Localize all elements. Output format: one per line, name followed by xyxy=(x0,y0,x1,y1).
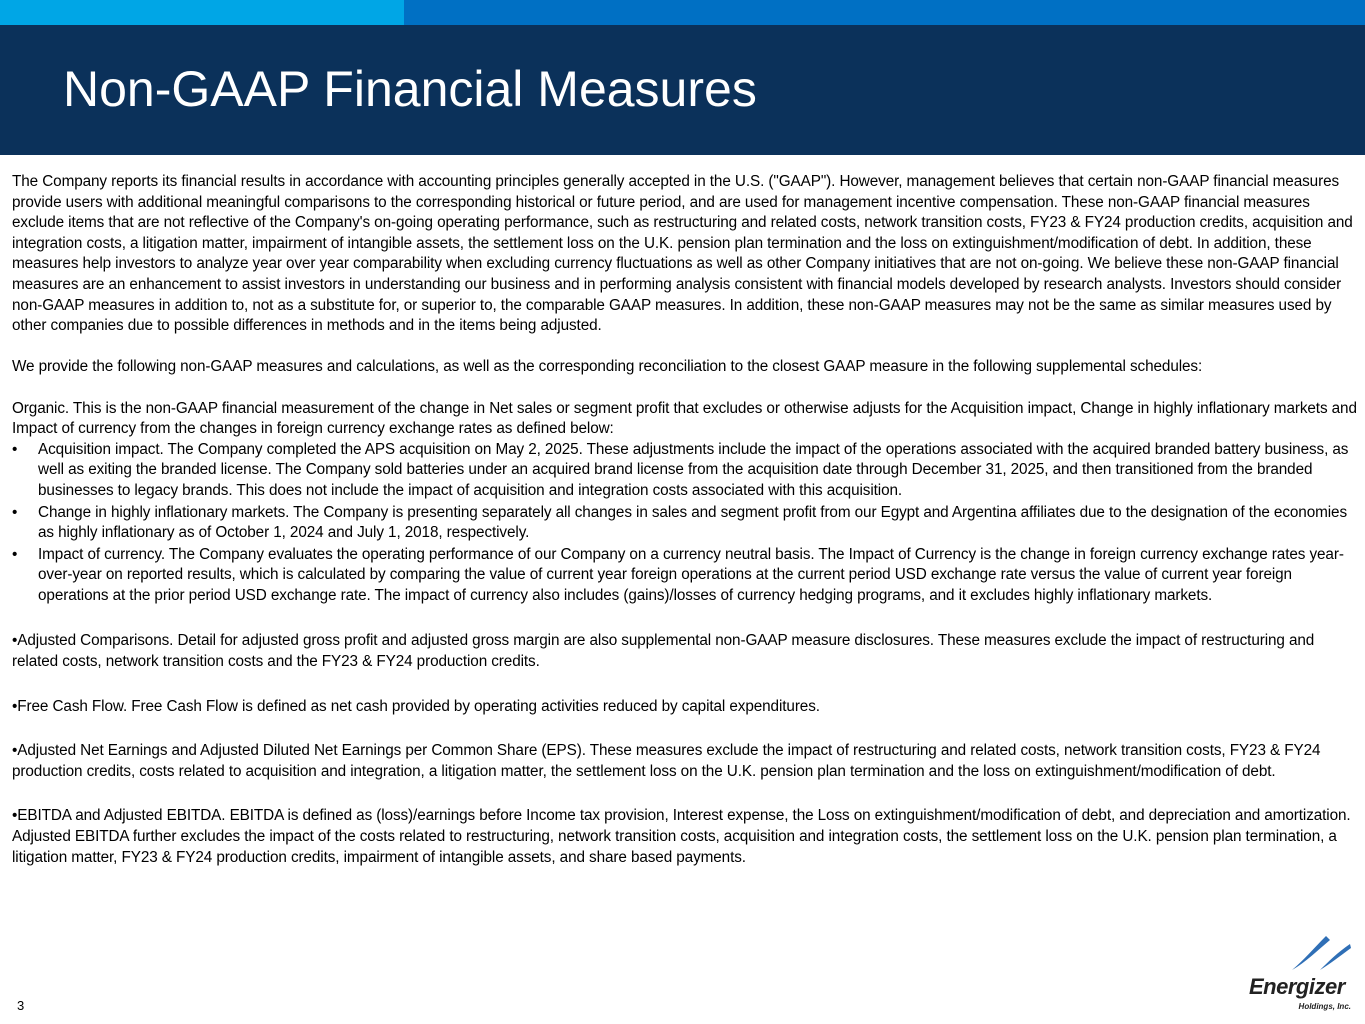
free-cash-flow-paragraph: •Free Cash Flow. Free Cash Flow is defined as net cash provided by operating activities reduced by capital expenditures. xyxy=(12,697,820,715)
provide-paragraph: We provide the following non-GAAP measures and calculations, as well as the corresponding reconciliation to the closest GAAP measure in the following supplemental schedules: xyxy=(12,358,1203,376)
list-item-text: Change in highly inflationary markets. The Company is presenting separately all changes in sales and segment profit from our Egypt and Argentina affiliates due to the designation of the economies as highly inflationary as of October 1, 2024 and July 1, 2018, respectively. xyxy=(38,503,1348,542)
organic-paragraph: Organic. This is the non-GAAP financial measurement of the change in Net sales or segment profit that excludes or otherwise adjusts for the Acquisition impact, Change in highly inflationary markets and Impact of currency from the changes in foreign currency exchange rates as defined below: xyxy=(12,399,1357,438)
logo-subtext: Holdings, Inc. xyxy=(1298,1002,1351,1011)
page-number: 3 xyxy=(17,998,25,1013)
list-item-text: Impact of currency. The Company evaluates the operating performance of our Company on a currency neutral basis. The Impact of Currency is the change in foreign currency exchange rates year-over-year on reported results, which is calculated by comparing the value of current year foreign operations at the current period USD exchange rate versus the value of current year foreign operations at the prior period USD exchange rate. The impact of currency also includes (gains)/losses of currency hedging programs, and it excludes highly inflationary markets. xyxy=(38,545,1344,604)
energizer-logo xyxy=(1245,930,1357,1016)
list-item-impact-of-currency xyxy=(12,545,1358,607)
top-accent-bar xyxy=(0,0,1365,25)
organic-bullet-list xyxy=(12,440,1358,607)
top-accent-bar-light xyxy=(0,0,404,25)
page-title: Non-GAAP Financial Measures xyxy=(63,61,757,117)
intro-paragraph: The Company reports its financial results in accordance with accounting principles generally accepted in the U.S. ("GAAP"). However, management believes that certain non-GAAP financial measures provide users with additional meaningful comparisons to the corresponding historical or future period, and are used for management incentive compensation. These non-GAAP financial measures exclude items that are not reflective of the Company's on-going operating performance, such as restructuring and related costs, network transition costs, FY23 & FY24 production credits, acquisition and integration costs, a litigation matter, impairment of intangible assets, the settlement loss on the U.K. pension plan termination and the loss on extinguishment/modification of debt. In addition, these measures help investors to analyze year over year comparability when excluding currency fluctuations as well as other Company initiatives that are not on-going. We believe these non-GAAP financial measures are an enhancement to assist investors in understanding our business and in performing analysis consistent with financial models developed by research analysts. Investors should consider non-GAAP measures in addition to, not as a substitute for, or superior to, the comparable GAAP measures. In addition, these non-GAAP measures may not be the same as similar measures used by other companies due to possible differences in methods and in the items being adjusted. xyxy=(12,173,1353,335)
bullet-icon: • xyxy=(12,440,18,458)
list-item-inflationary-markets xyxy=(12,503,1358,544)
title-band xyxy=(0,25,1365,155)
bullet-icon: • xyxy=(12,545,18,563)
ebitda-paragraph: •EBITDA and Adjusted EBITDA. EBITDA is defined as (loss)/earnings before Income tax provision, Interest expense, the Loss on extinguishment/modification of debt, and depreciation and amortization. Adjusted EBITDA further excludes the impact of the costs related to restructuring, network transition costs, acquisition and integration costs, the settlement loss on the U.K. pension plan termination, a litigation matter, FY23 & FY24 production credits, impairment of intangible assets, and share based payments. xyxy=(12,807,1351,866)
slide-body xyxy=(12,172,1358,868)
list-item-text: Acquisition impact. The Company completed the APS acquisition on May 2, 2025. These adjustments include the impact of the operations associated with the acquired branded battery business, as well as exiting the branded license. The Company sold batteries under an acquired brand license from the acquisition date through December 31, 2025, and then transitioned from the branded businesses to legacy brands. This does not include the impact of acquisition and integration costs associated with this acquisition. xyxy=(38,440,1349,499)
adjusted-net-earnings-paragraph: •Adjusted Net Earnings and Adjusted Diluted Net Earnings per Common Share (EPS). These measures exclude the impact of restructuring and related costs, network transition costs, FY23 & FY24 production credits, costs related to acquisition and integration, a litigation matter, the settlement loss on the U.K. pension plan termination and the loss on extinguishment/modification of debt. xyxy=(12,742,1321,780)
bullet-icon: • xyxy=(12,503,18,521)
adjusted-comparisons-paragraph: •Adjusted Comparisons. Detail for adjusted gross profit and adjusted gross margin are also supplemental non-GAAP measure disclosures. These measures exclude the impact of restructuring and related costs, network transition costs and the FY23 & FY24 production credits. xyxy=(12,632,1315,671)
list-item-acquisition-impact xyxy=(12,440,1358,502)
top-accent-bar-mid xyxy=(404,0,1365,25)
energizer-swoosh-icon xyxy=(1290,930,1352,972)
logo-wordmark: Energizer xyxy=(1249,974,1345,999)
